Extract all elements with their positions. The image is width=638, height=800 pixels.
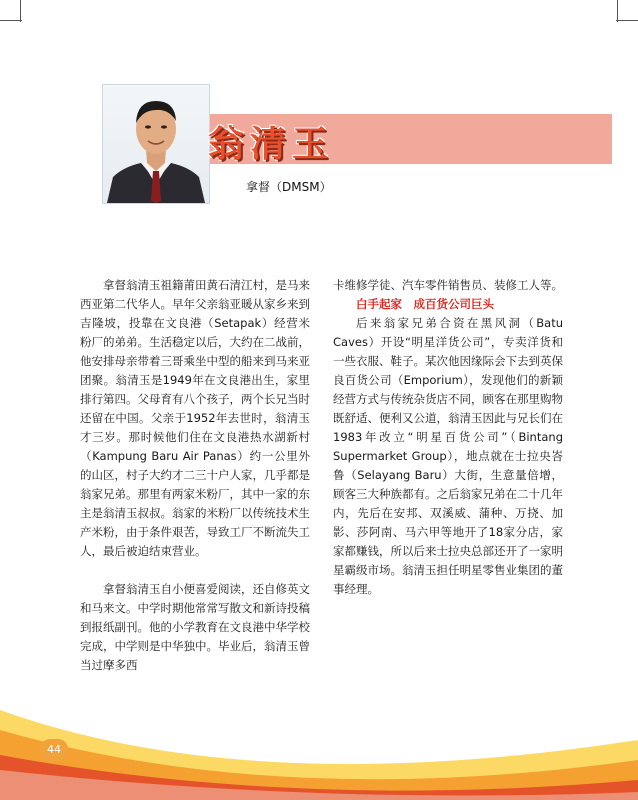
crop-mark — [616, 20, 638, 21]
decorative-swoosh — [0, 660, 638, 800]
article-right-column — [333, 276, 563, 599]
paragraph: 后来翁家兄弟合资在黑风洞（Batu Caves）开设“明星洋货公司”，专卖洋货和一些衣服、鞋子。某次他因缘际会下去到英保良百货公司（Emporium），发现他们的新颖经营方式与传统杂货店不同，顾客在那里购物既舒适、便利又公道，翁清玉因此与兄长们在1983年改立“明星百货公司”（Bintang Supermarket Group），地点就在士拉央峇鲁（Selayang Baru）大街，生意量倍增，顾客三大种族都有。之后翁家兄弟在二十几年内，先后在安邦、双溪威、蒲种、万挠、加影、莎阿南、马六甲等地开了18家分店，家家都赚钱，所以后来士拉央总部还开了一家明星霸级市场。翁清玉担任明星零售业集团的董事经理。 — [333, 316, 563, 596]
page-number: 44 — [40, 739, 68, 761]
crop-mark — [617, 0, 618, 22]
crop-mark — [0, 20, 22, 21]
paragraph: 拿督翁清玉自小便喜爱阅读，还自修英文和马来文。中学时期他常常写散文和新诗投稿到报纸副刊。他的小学教育在文良港中华学校完成，中学则是中华独中。毕业后，翁清玉曾当过摩多西 — [80, 582, 310, 672]
portrait-icon — [103, 85, 209, 203]
honorific-title: 拿督（DMSM） — [246, 180, 332, 194]
article-left-column — [80, 276, 310, 675]
portrait-photo — [102, 84, 210, 204]
section-subheading: 白手起家 成百货公司巨头 — [356, 297, 494, 311]
person-name: 翁清玉 — [208, 124, 335, 165]
paragraph-continuation: 卡维修学徒、汽车零件销售员、装修工人等。 — [333, 278, 563, 292]
paragraph: 拿督翁清玉祖籍莆田黄石清江村，是马来西亚第二代华人。早年父亲翁亚暖从家乡来到吉隆坡，投靠在文良港（Setapak）经营米粉厂的弟弟。生活稳定以后，大约在二战前，他安排母亲带着三哥乘坐中型的船来到马来亚团聚。翁清玉是1949年在文良港出生，家里排行第四。父母育有八个孩子，两个长兄当时还留在中国。父亲于1952年去世时，翁清玉才三岁。那时候他们住在文良港热水湖新村（Kampung Baru Air Panas）约一公里外的山区，村子大约才二三十户人家，几乎都是翁家兄弟。那里有两家米粉厂，其中一家的东主是翁清玉叔叔。翁家的米粉厂以传统技术生产米粉，由于条件艰苦，导致工厂不断流失工人，最后被迫结束营业。 — [80, 278, 310, 558]
crop-mark — [20, 0, 21, 22]
